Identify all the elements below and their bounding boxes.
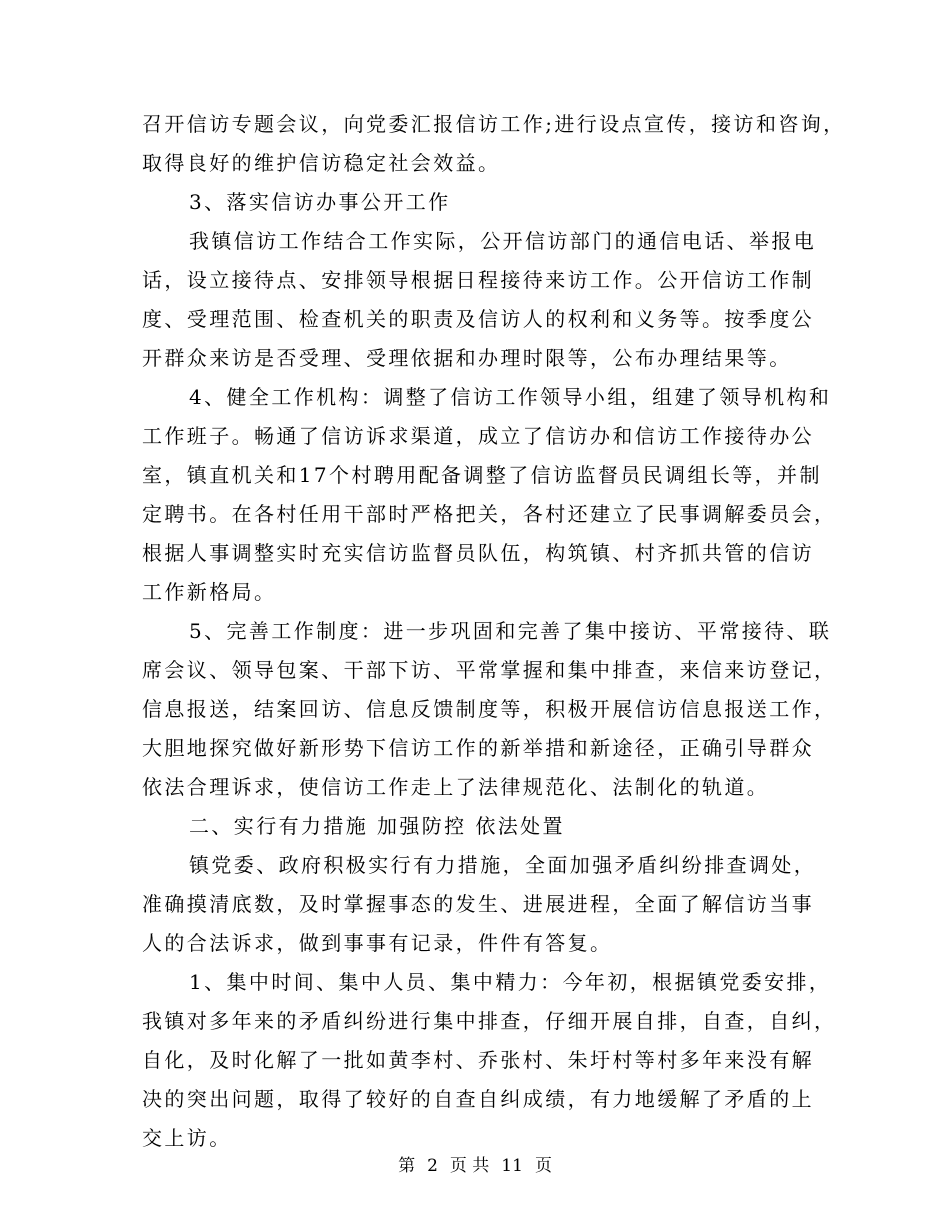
text-line: 准确摸清底数，及时掌握事态的发生、进展进程，全面了解信访当事	[142, 892, 814, 916]
text-line: 决的突出问题，取得了较好的自查自纠成绩，有力地缓解了矛盾的上	[142, 1087, 814, 1111]
section-heading: 二、实行有力措施 加强防控 依法处置	[189, 814, 565, 838]
footer-total-pages: 11	[501, 1156, 523, 1176]
text-line: 交上访。	[142, 1126, 232, 1150]
text-line: 取得良好的维护信访稳定社会效益。	[142, 151, 501, 175]
text-line: 1、集中时间、集中人员、集中精力：今年初，根据镇党委安排，	[189, 970, 832, 994]
text-line: 我镇对多年来的矛盾纠纷进行集中排查，仔细开展自排，自查，自纠，	[142, 1009, 837, 1033]
footer-page-number: 2	[427, 1156, 438, 1176]
text-line: 室，镇直机关和17个村聘用配备调整了信访监督员民调组长等，并制	[142, 463, 822, 487]
text-line: 5、完善工作制度：进一步巩固和完善了集中接访、平常接待、联	[189, 619, 832, 643]
text-line: 大胆地探究做好新形势下信访工作的新举措和新途径，正确引导群众	[142, 736, 814, 760]
section-heading: 3、落实信访办事公开工作	[189, 190, 451, 214]
text-line: 度、受理范围、检查机关的职责及信访人的权利和义务等。按季度公	[142, 307, 814, 331]
text-line: 人的合法诉求，做到事事有记录，件件有答复。	[142, 931, 613, 955]
text-line: 召开信访专题会议，向党委汇报信访工作;进行设点宣传，接访和咨询，	[142, 112, 846, 136]
footer-suffix: 页	[534, 1156, 552, 1176]
footer-middle: 页 共	[449, 1156, 490, 1176]
text-line: 我镇信访工作结合工作实际，公开信访部门的通信电话、举报电	[189, 229, 817, 253]
text-line: 席会议、领导包案、干部下访、平常掌握和集中排查，来信来访登记，	[142, 658, 837, 682]
text-line: 工作新格局。	[142, 580, 277, 604]
text-line: 依法合理诉求，使信访工作走上了法律规范化、法制化的轨道。	[142, 775, 770, 799]
text-line: 定聘书。在各村任用干部时严格把关，各村还建立了民事调解委员会，	[142, 502, 837, 526]
text-line: 自化，及时化解了一批如黄李村、乔张村、朱圩村等村多年来没有解	[142, 1048, 814, 1072]
text-line: 根据人事调整实时充实信访监督员队伍，构筑镇、村齐抓共管的信访	[142, 541, 814, 565]
text-line: 话，设立接待点、安排领导根据日程接待来访工作。公开信访工作制	[142, 268, 814, 292]
footer-prefix: 第	[398, 1156, 416, 1176]
text-line: 信息报送，结案回访、信息反馈制度等，积极开展信访信息报送工作，	[142, 697, 837, 721]
text-line: 工作班子。畅通了信访诉求渠道，成立了信访办和信访工作接待办公	[142, 424, 814, 448]
text-line: 镇党委、政府积极实行有力措施，全面加强矛盾纠纷排查调处，	[189, 853, 817, 877]
page-footer	[0, 1154, 950, 1178]
text-line: 4、健全工作机构：调整了信访工作领导小组，组建了领导机构和	[189, 385, 832, 409]
text-line: 开群众来访是否受理、受理依据和办理时限等，公布办理结果等。	[142, 346, 792, 370]
